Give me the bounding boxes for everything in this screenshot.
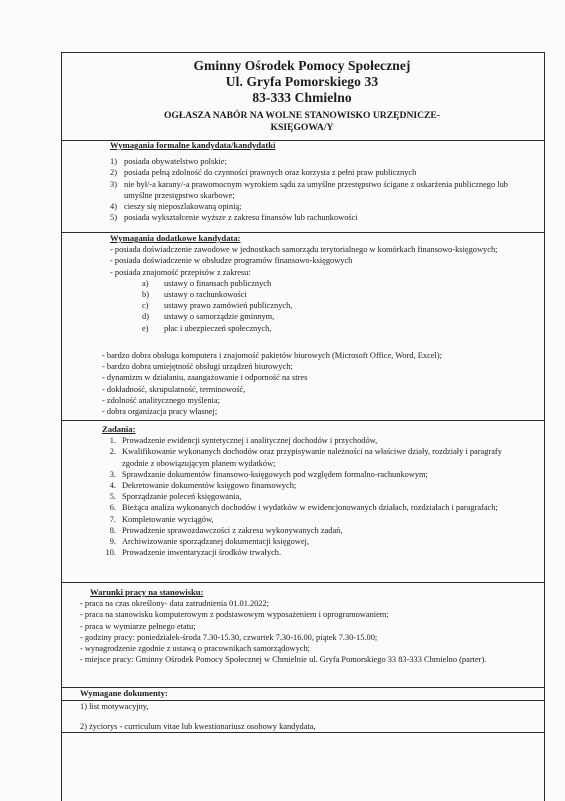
additional-line: - posiada doświadczenie w obsłudze programów finansowo-księgowych [110, 256, 353, 266]
tasks-title: Zadania: [102, 424, 136, 434]
regulation-item-text: płac i ubezpieczeń społecznych, [164, 323, 272, 333]
formal-requirement-item [110, 212, 518, 223]
task-item-number: 3. [109, 469, 116, 479]
formal-requirement-item [110, 179, 518, 201]
task-item-number: 8. [109, 525, 116, 535]
task-item [100, 514, 530, 525]
regulation-item [142, 311, 522, 322]
documents-title: Wymagane dokumenty: [80, 688, 168, 698]
formal-requirement-item-text: nie był/-a karany/-a prawomocnym wyrokiem sądu za umyślne przestępstwo ścigane z oskarżenia publicznego lub umyślne przestępstwo skarbowe; [124, 179, 508, 200]
regulation-item-letter: d) [142, 312, 149, 322]
task-item-number: 2. [109, 447, 116, 457]
task-item-number: 6. [109, 503, 116, 513]
task-item [100, 525, 530, 536]
task-item-text: Kwalifikowanie wykonanych dochodów oraz przypisywanie należności na właściwe działy, rozdziały i paragrafy zgodnie z obowiązującym planem wydatków; [122, 447, 502, 468]
task-item-text: Bieżąca analiza wykonanych dochodów i wydatków w ewidencjonowanych działach, rozdziałach i paragrafach; [122, 503, 498, 513]
regulation-item [142, 278, 522, 289]
skill-item: - bardzo dobra obsługa komputera i znajomość pakietów biurowych (Microsoft Office, Word, Excel); [102, 351, 442, 360]
regulation-item [142, 323, 522, 334]
formal-requirement-item-text: posiada wykształcenie wyższe z zakresu finansów lub rachunkowości [124, 213, 358, 223]
regulation-item [142, 300, 522, 311]
formal-requirement-item-number: 1) [110, 157, 117, 167]
regulation-item-letter: b) [142, 290, 149, 300]
skill-item: - zdolność analitycznego myślenia; [102, 395, 220, 405]
regulation-item-letter: e) [142, 323, 149, 333]
skill-item: - bardzo dobra umiejętność obsługi urządzeń biurowych; [102, 362, 293, 372]
documents-section [80, 688, 520, 733]
condition-item: - praca na czas określony- data zatrudnienia 01.01.2022; [80, 599, 270, 609]
task-item-number: 1. [109, 436, 116, 446]
conditions-section [80, 587, 520, 665]
formal-requirements-list [110, 156, 518, 223]
formal-requirements-title: Wymagania formalne kandydata/kandydatki [110, 140, 276, 150]
additional-requirements-title: Wymagania dodatkowe kandydata: [110, 233, 241, 243]
task-item-number: 10. [105, 548, 116, 558]
regulation-item-text: ustawy prawo zamówień publicznych, [164, 301, 293, 311]
institution-name: Gminny Ośrodek Pomocy Społecznej [193, 58, 411, 73]
condition-item: - praca w wymiarze pełnego etatu; [80, 621, 196, 631]
document-item: 1) list motywacyjny, [80, 702, 149, 712]
conditions-list [80, 598, 520, 665]
task-item-text: Archiwizowanie sporządzanej dokumentacji księgowej, [122, 537, 309, 547]
regulations-list [142, 278, 522, 334]
regulation-item-text: ustawy o rachunkowości [164, 290, 247, 300]
regulation-item-letter: a) [142, 278, 149, 288]
task-item [100, 446, 530, 468]
tasks-list [100, 435, 530, 558]
additional-line: - posiada doświadczenie zawodowe w jednostkach samorządu terytorialnego w komórkach finansowo-księgowych; [110, 245, 498, 255]
formal-requirement-item [110, 156, 518, 167]
task-item [100, 469, 530, 480]
formal-requirement-item [110, 167, 518, 178]
document-header [61, 58, 543, 134]
divider [61, 582, 544, 583]
additional-line: - posiada znajomość przepisów z zakresu: [110, 267, 251, 277]
regulation-item-letter: c) [142, 301, 149, 311]
task-item-number: 9. [109, 537, 116, 547]
divider [61, 420, 544, 421]
additional-requirements-section [102, 233, 522, 334]
institution-city: 83-333 Chmielno [252, 90, 352, 105]
task-item-number: 7. [109, 514, 116, 524]
task-item-text: Prowadzenie ewidencji syntetycznej i analitycznej dochodów i przychodów, [122, 436, 378, 446]
documents-list [80, 701, 520, 732]
condition-item: - praca na stanowisku komputerowym z podstawowym wyposażeniem i oprogramowaniem; [80, 610, 389, 620]
task-item-text: Kompletowanie wyciągów, [122, 514, 214, 524]
divider [61, 700, 544, 701]
formal-requirements-section [98, 140, 518, 223]
task-item-text: Sprawdzanie dokumentów finansowo-księgowych pod względem formalno-rachunkowym; [122, 469, 428, 479]
divider [61, 732, 544, 733]
task-item [100, 480, 530, 491]
task-item [100, 435, 530, 446]
formal-requirement-item-text: cieszy się nieposzlakowaną opinią; [124, 202, 242, 212]
task-item-text: Dekretowanie dokumentów księgowo finansowych; [122, 481, 297, 491]
conditions-title: Warunki pracy na stanowisku: [90, 587, 204, 597]
formal-requirement-item-number: 4) [110, 202, 117, 212]
task-item-text: Sporządzanie poleceń księgowania, [122, 492, 242, 502]
regulation-item-text: ustawy o finansach publicznych [164, 278, 272, 288]
task-item-text: Prowadzenie sprawozdawczości z zakresu wykonywanych zadań, [122, 525, 343, 535]
formal-requirement-item-number: 3) [110, 179, 117, 189]
announcement-title-cont: KSIĘGOWA/Y [270, 122, 334, 133]
skill-item: - dokładność, skrupulatność, terminowość, [102, 384, 246, 394]
institution-street: Ul. Gryfa Pomorskiego 33 [225, 74, 379, 89]
condition-item: - miejsce pracy: Gminny Ośrodek Pomocy Społecznej w Chmielnie ul. Gryfa Pomorskiego 33 83-333 Chmielno (parter). [80, 655, 487, 665]
condition-item: - wynagrodzenie zgodnie z ustawą o pracownikach samorządowych; [80, 644, 310, 654]
task-item [100, 547, 530, 558]
formal-requirement-item-text: posiada obywatelstwo polskie; [124, 157, 227, 167]
skill-item: - dobra organizacja pracy własnej; [102, 407, 218, 417]
formal-requirement-item-number: 5) [110, 213, 117, 223]
skills-list [102, 350, 522, 417]
task-item-text: Prowadzenie inwentaryzacji środków trwałych. [122, 548, 282, 558]
task-item [100, 536, 530, 547]
tasks-section [100, 424, 530, 558]
task-item-number: 4. [109, 481, 116, 491]
regulation-item-text: ustawy o samorządzie gminnym, [164, 312, 275, 322]
task-item-number: 5. [109, 492, 116, 502]
formal-requirement-item-text: posiada pełną zdolność do czynności prawnych oraz korzysta z pełni praw publicznych [124, 168, 417, 178]
task-item [100, 502, 530, 513]
announcement-title: OGŁASZA NABÓR NA WOLNE STANOWISKO URZĘDNICZE- [163, 110, 441, 121]
regulation-item [142, 289, 522, 300]
formal-requirement-item-number: 2) [110, 168, 117, 178]
document-item: 2) życiorys - curriculum vitae lub kwestionariusz osobowy kandydata, [80, 722, 316, 732]
task-item [100, 491, 530, 502]
formal-requirement-item [110, 201, 518, 212]
skill-item: - dynamizm w działaniu, zaangażowanie i odporność na stres [102, 373, 308, 383]
condition-item: - godziny pracy: poniedziałek-środa 7.30-15.30, czwartek 7.30-16.00, piątek 7.30-15.00; [80, 632, 378, 642]
